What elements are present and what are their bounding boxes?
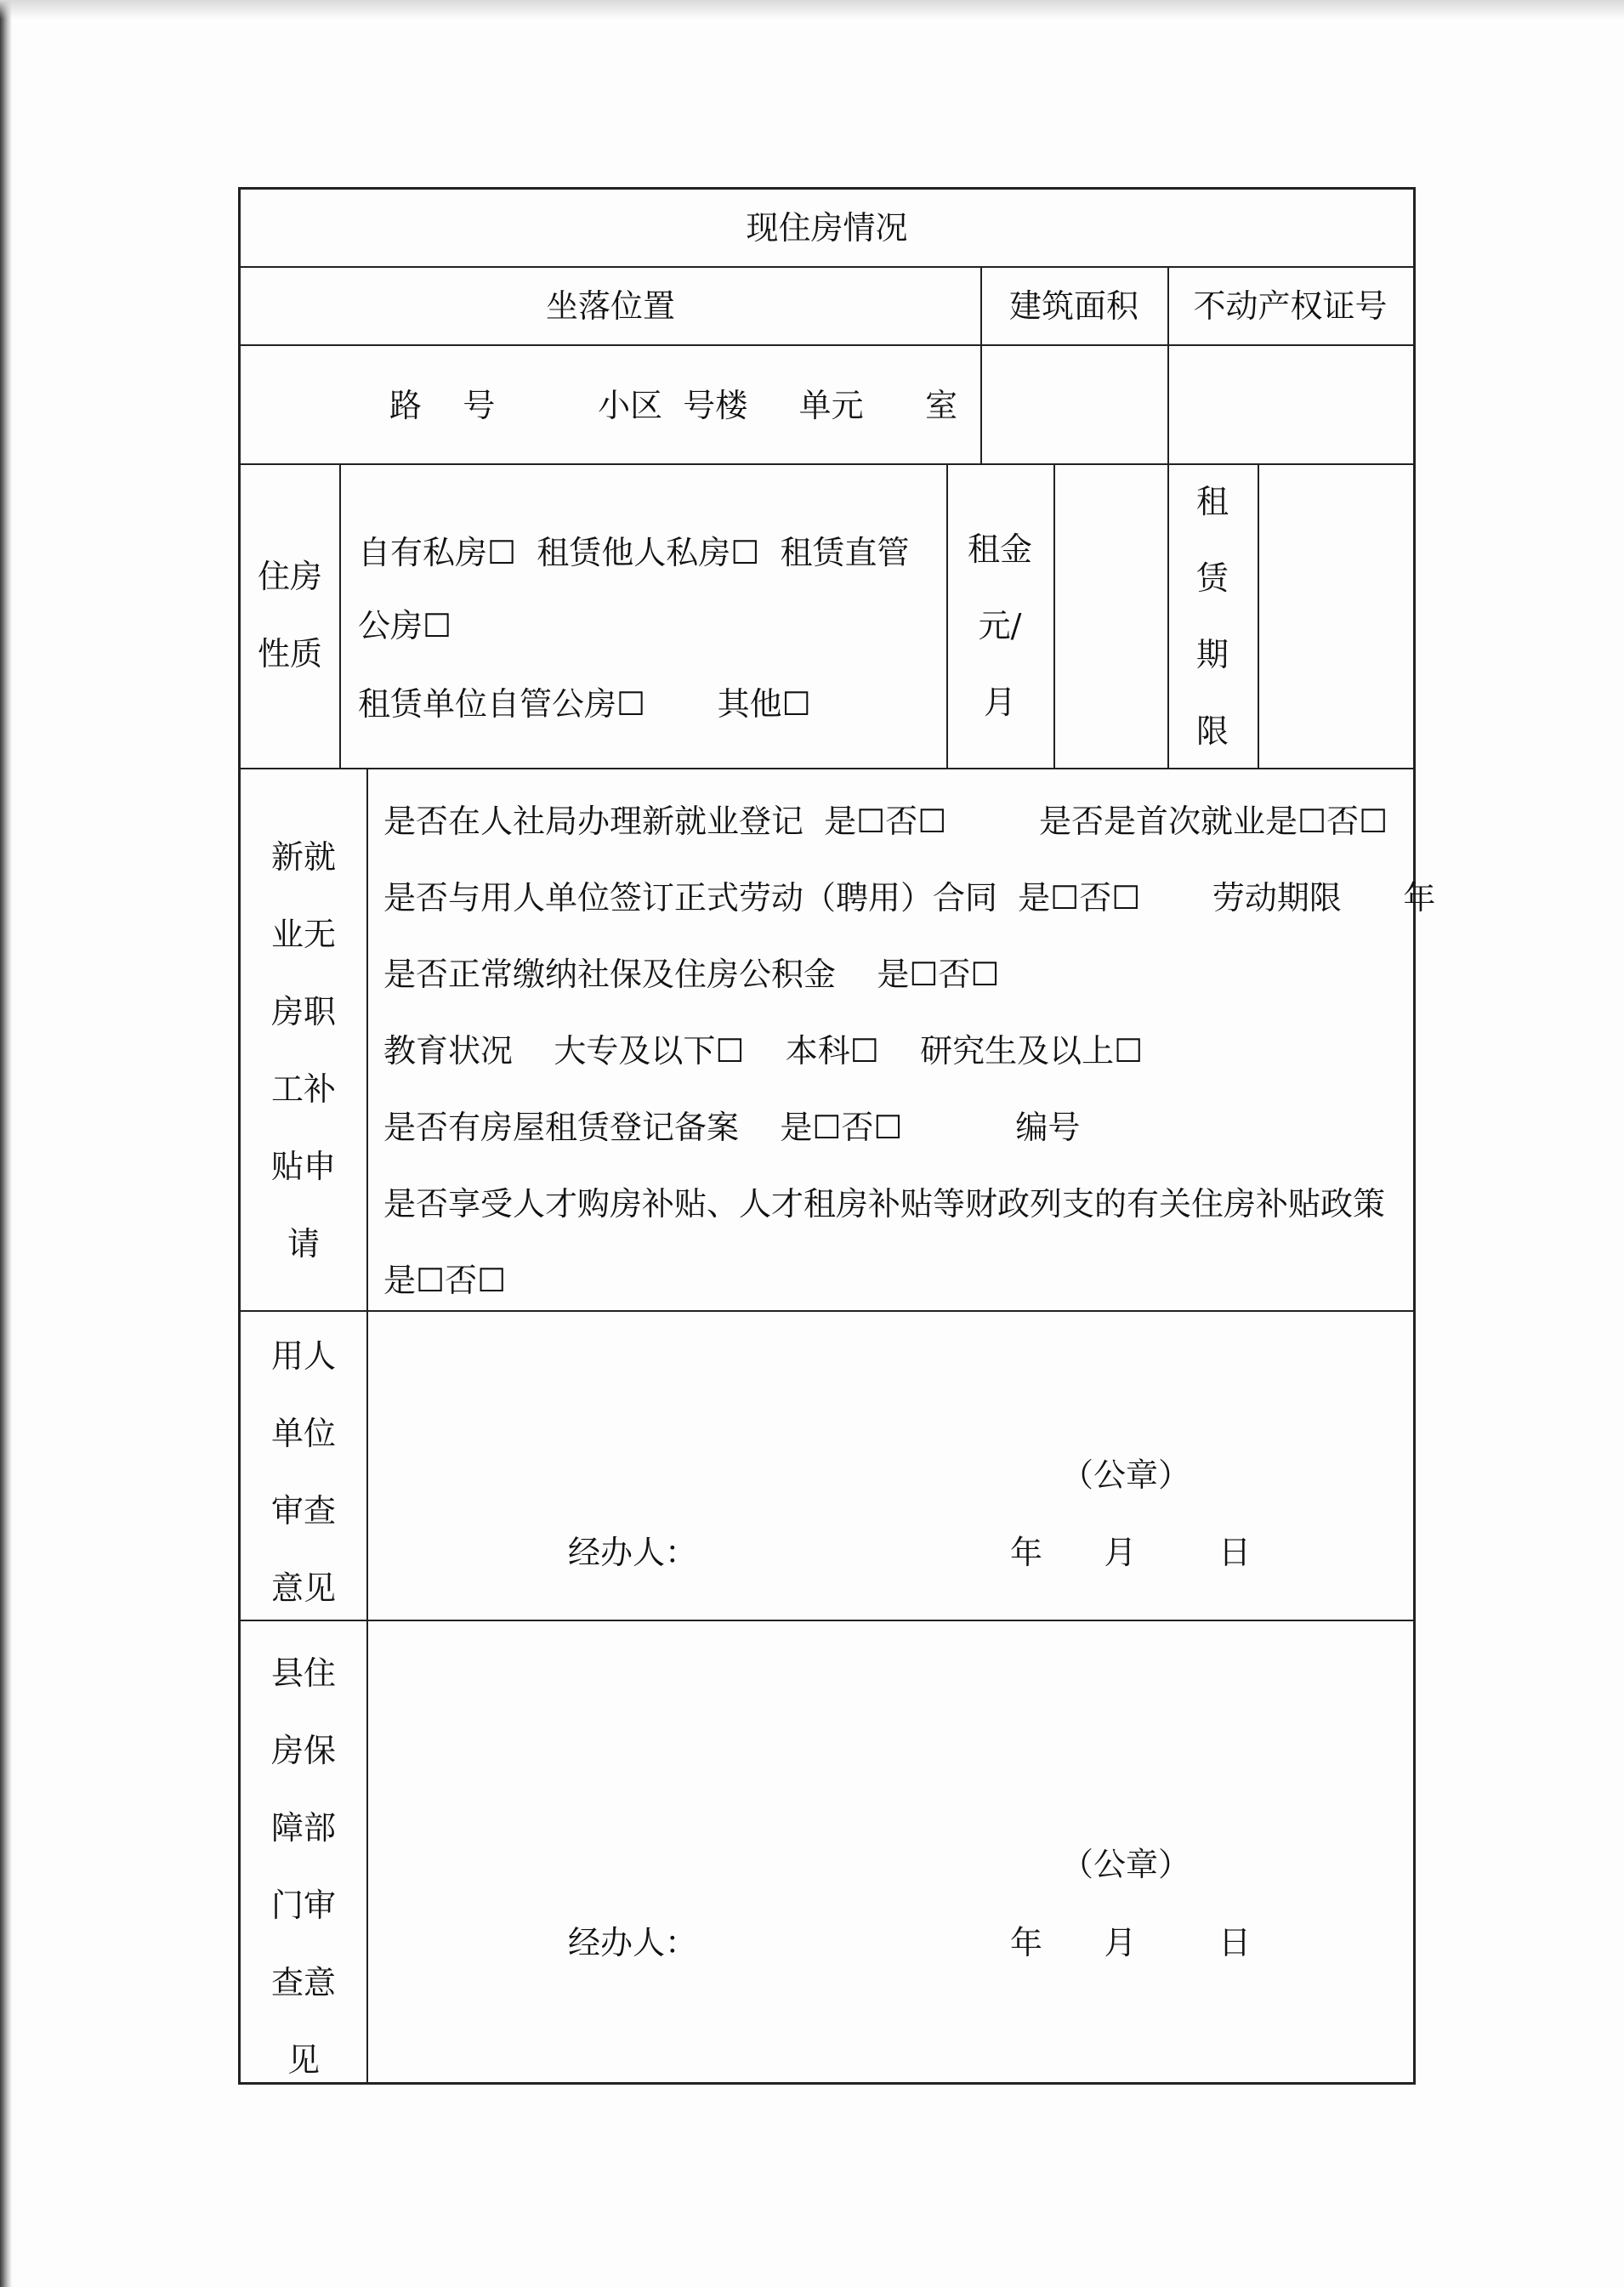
county-date: 年 月 日 <box>1010 1924 1252 1961</box>
section-title: 现住房情况 <box>746 209 908 247</box>
county-review-label: 县住 房保 障部 门审 查意 见 <box>270 1654 336 2079</box>
subsidy-line-talent-policy-answer[interactable]: 是☐否☐ <box>383 1262 507 1299</box>
employer-date: 年 月 日 <box>1010 1534 1252 1571</box>
subsidy-line-registration[interactable]: 是否在人社局办理新就业登记 是☐否☐ 是否是首次就业是☐否☐ <box>383 803 1388 840</box>
housing-subsidy-form <box>238 187 1436 2085</box>
subsidy-line-education[interactable]: 教育状况 大专及以下☐ 本科☐ 研究生及以上☐ <box>383 1032 1144 1070</box>
county-seal: （公章） <box>1061 1846 1191 1883</box>
page-top-shadow <box>0 0 1624 19</box>
county-handler-label: 经办人： <box>568 1924 698 1961</box>
cert-header: 不动产权证号 <box>1193 287 1388 325</box>
employer-review-label: 用人 单位 审查 意见 <box>270 1337 336 1607</box>
nature-option-line-3[interactable]: 租赁单位自管公房☐ 其他☐ <box>358 685 811 723</box>
lease-value[interactable] <box>1259 465 1411 766</box>
nature-option-line-1[interactable]: 自有私房☐ 租赁他人私房☐ 租赁直管 <box>358 534 910 571</box>
area-header: 建筑面积 <box>1008 287 1139 325</box>
rent-label: 租金 元/ 月 <box>967 531 1032 721</box>
nature-label: 住房 性质 <box>257 558 322 672</box>
lease-label: 租 赁 期 限 <box>1195 483 1229 750</box>
nature-option-line-2[interactable]: 公房☐ <box>358 607 452 644</box>
rule-subsidy-bottom <box>241 1310 1413 1312</box>
rent-value[interactable] <box>1055 465 1166 766</box>
subsidy-line-talent-policy: 是否享受人才购房补贴、人才租房补贴等财政列支的有关住房补贴政策 <box>383 1185 1386 1223</box>
area-value[interactable] <box>982 346 1166 462</box>
col-divider-section-label <box>366 768 368 2082</box>
subsidy-line-lease-registration[interactable]: 是否有房屋租赁登记备案 是☐否☐ 编号 <box>383 1109 1081 1146</box>
employer-handler-label: 经办人： <box>568 1534 698 1571</box>
rule-employer-bottom <box>241 1620 1413 1621</box>
subsidy-line-contract[interactable]: 是否与用人单位签订正式劳动（聘用）合同 是☐否☐ 劳动期限 年 <box>383 879 1436 917</box>
employer-seal: （公章） <box>1061 1456 1191 1494</box>
rule-title-bottom <box>241 266 1413 268</box>
location-header: 坐落位置 <box>545 287 675 325</box>
address-template: 路 号 小区 号楼 单元 室 <box>389 387 958 424</box>
subsidy-line-social-security[interactable]: 是否正常缴纳社保及住房公积金 是☐否☐ <box>383 956 1000 993</box>
subsidy-label: 新就 业无 房职 工补 贴申 请 <box>270 838 336 1263</box>
col-divider-nature-label <box>339 463 341 768</box>
cert-value[interactable] <box>1169 346 1411 462</box>
page-edge-shadow <box>0 0 12 2287</box>
